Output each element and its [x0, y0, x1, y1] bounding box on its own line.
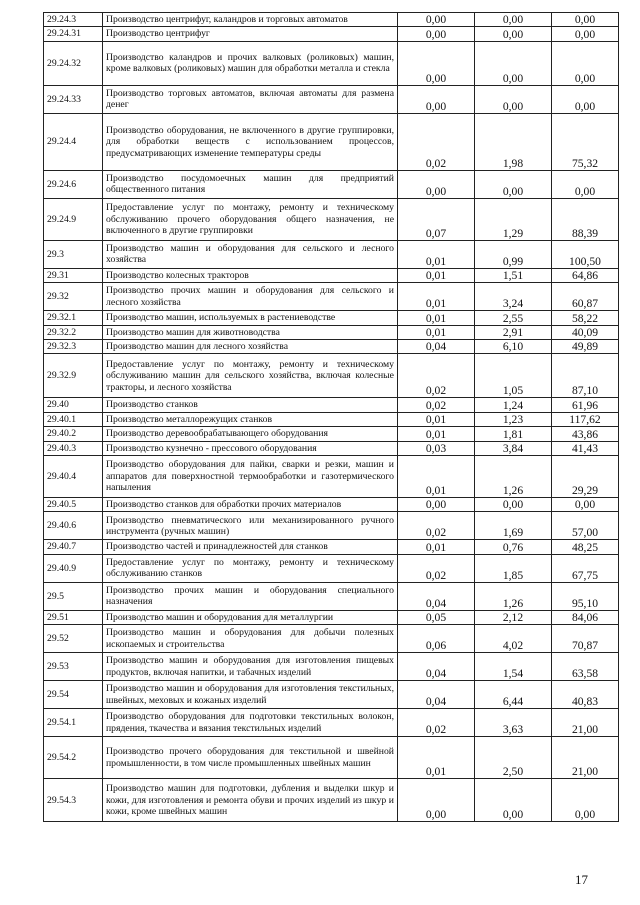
code-cell: 29.3	[44, 240, 103, 268]
code-cell: 29.24.32	[44, 41, 103, 85]
activity-name-cell: Производство машин и оборудования для металлургии	[103, 610, 398, 624]
code-cell: 29.40.6	[44, 512, 103, 540]
value-2-cell: 3,24	[475, 283, 552, 311]
value-3-cell: 61,96	[552, 398, 619, 412]
value-1-cell: 0,01	[398, 540, 475, 554]
value-2-cell: 1,85	[475, 554, 552, 582]
activity-name-cell: Производство прочих машин и оборудования специального назначения	[103, 582, 398, 610]
activity-name-cell: Производство прочих машин и оборудования для сельского и лесного хозяйства	[103, 283, 398, 311]
activity-name-cell: Производство торговых автоматов, включая автоматы для размена денег	[103, 85, 398, 113]
activity-name-cell: Производство кузнечно - прессового оборудования	[103, 441, 398, 455]
activity-name-cell: Производство колесных тракторов	[103, 268, 398, 282]
value-3-cell: 40,09	[552, 325, 619, 339]
value-3-cell: 64,86	[552, 268, 619, 282]
activity-name-cell: Производство металлорежущих станков	[103, 412, 398, 426]
value-3-cell: 0,00	[552, 498, 619, 512]
table-row	[44, 325, 619, 339]
value-2-cell: 1,29	[475, 198, 552, 240]
value-2-cell: 1,26	[475, 456, 552, 498]
activity-name-cell: Производство станков для обработки прочих материалов	[103, 498, 398, 512]
value-1-cell: 0,04	[398, 681, 475, 709]
code-cell: 29.54	[44, 681, 103, 709]
activity-name-cell: Производство каландров и прочих валковых (роликовых) машин, кроме валковых (роликовых) машин для обработки металла и стекла	[103, 41, 398, 85]
code-cell: 29.53	[44, 653, 103, 681]
value-3-cell: 88,39	[552, 198, 619, 240]
table-row	[44, 398, 619, 412]
value-2-cell: 0,00	[475, 170, 552, 198]
value-2-cell: 1,81	[475, 427, 552, 441]
value-1-cell: 0,07	[398, 198, 475, 240]
value-2-cell: 3,84	[475, 441, 552, 455]
code-cell: 29.32.9	[44, 354, 103, 398]
value-1-cell: 0,01	[398, 325, 475, 339]
value-2-cell: 0,00	[475, 41, 552, 85]
activity-name-cell: Производство центрифуг, каландров и торговых автоматов	[103, 13, 398, 27]
value-3-cell: 48,25	[552, 540, 619, 554]
activity-name-cell: Производство машин, используемых в растениеводстве	[103, 311, 398, 325]
activity-name-cell: Производство станков	[103, 398, 398, 412]
table-row	[44, 354, 619, 398]
table-row	[44, 498, 619, 512]
code-cell: 29.24.3	[44, 13, 103, 27]
value-2-cell: 0,00	[475, 85, 552, 113]
value-1-cell: 0,01	[398, 427, 475, 441]
table-body	[44, 13, 619, 822]
code-cell: 29.54.2	[44, 737, 103, 779]
value-1-cell: 0,00	[398, 13, 475, 27]
value-2-cell: 0,00	[475, 27, 552, 41]
table-row	[44, 113, 619, 170]
code-cell: 29.24.4	[44, 113, 103, 170]
value-3-cell: 49,89	[552, 340, 619, 354]
activity-name-cell: Производство посудомоечных машин для предприятий общественного питания	[103, 170, 398, 198]
activity-name-cell: Производство центрифуг	[103, 27, 398, 41]
value-3-cell: 67,75	[552, 554, 619, 582]
value-3-cell: 40,83	[552, 681, 619, 709]
activity-name-cell: Производство деревообрабатывающего оборудования	[103, 427, 398, 441]
table-row	[44, 311, 619, 325]
table-row	[44, 441, 619, 455]
value-1-cell: 0,02	[398, 113, 475, 170]
value-3-cell: 95,10	[552, 582, 619, 610]
value-3-cell: 29,29	[552, 456, 619, 498]
value-2-cell: 0,76	[475, 540, 552, 554]
value-1-cell: 0,01	[398, 456, 475, 498]
code-cell: 29.24.9	[44, 198, 103, 240]
value-3-cell: 0,00	[552, 85, 619, 113]
activity-name-cell: Производство оборудования, не включенного в другие группировки, для обработки веществ с использованием процессов, предусматривающих изменение температуры среды	[103, 113, 398, 170]
value-1-cell: 0,00	[398, 498, 475, 512]
table-row	[44, 412, 619, 426]
activity-name-cell: Производство частей и принадлежностей для станков	[103, 540, 398, 554]
value-1-cell: 0,03	[398, 441, 475, 455]
code-cell: 29.24.6	[44, 170, 103, 198]
value-3-cell: 87,10	[552, 354, 619, 398]
code-cell: 29.40	[44, 398, 103, 412]
value-3-cell: 70,87	[552, 625, 619, 653]
code-cell: 29.40.9	[44, 554, 103, 582]
value-1-cell: 0,04	[398, 340, 475, 354]
value-2-cell: 0,00	[475, 13, 552, 27]
value-3-cell: 57,00	[552, 512, 619, 540]
value-1-cell: 0,02	[398, 554, 475, 582]
activity-name-cell: Производство машин и оборудования для сельского и лесного хозяйства	[103, 240, 398, 268]
value-1-cell: 0,05	[398, 610, 475, 624]
value-3-cell: 21,00	[552, 709, 619, 737]
table-row	[44, 610, 619, 624]
value-1-cell: 0,00	[398, 27, 475, 41]
value-2-cell: 1,23	[475, 412, 552, 426]
activity-name-cell: Предоставление услуг по монтажу, ремонту и техническому обслуживанию прочего оборудования общего назначения, не включенного в другие группировки	[103, 198, 398, 240]
table-row	[44, 554, 619, 582]
activity-name-cell: Предоставление услуг по монтажу, ремонту и техническому обслуживанию машин для сельского хозяйства, включая колесные тракторы, и лесного хозяйства	[103, 354, 398, 398]
value-1-cell: 0,00	[398, 170, 475, 198]
value-3-cell: 0,00	[552, 41, 619, 85]
value-2-cell: 1,69	[475, 512, 552, 540]
value-3-cell: 41,43	[552, 441, 619, 455]
table-row	[44, 27, 619, 41]
value-3-cell: 43,86	[552, 427, 619, 441]
value-1-cell: 0,01	[398, 268, 475, 282]
table-row	[44, 737, 619, 779]
code-cell: 29.40.1	[44, 412, 103, 426]
value-1-cell: 0,04	[398, 653, 475, 681]
value-3-cell: 60,87	[552, 283, 619, 311]
value-2-cell: 1,26	[475, 582, 552, 610]
table-row	[44, 625, 619, 653]
value-1-cell: 0,01	[398, 240, 475, 268]
code-cell: 29.40.2	[44, 427, 103, 441]
code-cell: 29.40.7	[44, 540, 103, 554]
table-row	[44, 240, 619, 268]
activity-name-cell: Производство прочего оборудования для текстильной и швейной промышленности, в том числе промышленных швейных машин	[103, 737, 398, 779]
value-1-cell: 0,01	[398, 737, 475, 779]
value-3-cell: 117,62	[552, 412, 619, 426]
activity-name-cell: Производство машин для животноводства	[103, 325, 398, 339]
value-3-cell: 100,50	[552, 240, 619, 268]
value-3-cell: 0,00	[552, 170, 619, 198]
value-2-cell: 1,05	[475, 354, 552, 398]
value-2-cell: 2,55	[475, 311, 552, 325]
value-1-cell: 0,01	[398, 412, 475, 426]
activity-name-cell: Производство оборудования для пайки, сварки и резки, машин и аппаратов для поверхностной термообработки и газотермического напыления	[103, 456, 398, 498]
table-row	[44, 268, 619, 282]
code-cell: 29.52	[44, 625, 103, 653]
value-1-cell: 0,00	[398, 41, 475, 85]
value-2-cell: 0,99	[475, 240, 552, 268]
code-cell: 29.40.5	[44, 498, 103, 512]
table-row	[44, 283, 619, 311]
code-cell: 29.32.3	[44, 340, 103, 354]
value-3-cell: 84,06	[552, 610, 619, 624]
table-row	[44, 456, 619, 498]
code-cell: 29.40.4	[44, 456, 103, 498]
table-row	[44, 653, 619, 681]
value-3-cell: 75,32	[552, 113, 619, 170]
code-cell: 29.5	[44, 582, 103, 610]
table-row	[44, 512, 619, 540]
code-cell: 29.54.1	[44, 709, 103, 737]
value-2-cell: 6,10	[475, 340, 552, 354]
value-2-cell: 2,50	[475, 737, 552, 779]
table-row	[44, 340, 619, 354]
value-1-cell: 0,04	[398, 582, 475, 610]
activity-name-cell: Производство машин и оборудования для изготовления пищевых продуктов, включая напитки, и табачных изделий	[103, 653, 398, 681]
code-cell: 29.32	[44, 283, 103, 311]
value-3-cell: 63,58	[552, 653, 619, 681]
table-row	[44, 13, 619, 27]
value-2-cell: 2,91	[475, 325, 552, 339]
value-1-cell: 0,02	[398, 354, 475, 398]
table-row	[44, 779, 619, 822]
code-cell: 29.24.31	[44, 27, 103, 41]
value-2-cell: 1,98	[475, 113, 552, 170]
value-3-cell: 58,22	[552, 311, 619, 325]
table-row	[44, 198, 619, 240]
page-number: 17	[575, 872, 588, 887]
code-cell: 29.32.1	[44, 311, 103, 325]
value-1-cell: 0,02	[398, 398, 475, 412]
table-row	[44, 41, 619, 85]
code-cell: 29.40.3	[44, 441, 103, 455]
table-row	[44, 427, 619, 441]
value-2-cell: 2,12	[475, 610, 552, 624]
value-2-cell: 3,63	[475, 709, 552, 737]
table-row	[44, 582, 619, 610]
activity-name-cell: Производство машин для подготовки, дубления и выделки шкур и кожи, для изготовления и ремонта обуви и прочих изделий из шкур и кожи, кроме швейных машин	[103, 779, 398, 822]
value-1-cell: 0,00	[398, 85, 475, 113]
value-1-cell: 0,01	[398, 283, 475, 311]
table-row	[44, 709, 619, 737]
table-row	[44, 170, 619, 198]
code-cell: 29.31	[44, 268, 103, 282]
value-1-cell: 0,06	[398, 625, 475, 653]
table-row	[44, 681, 619, 709]
value-1-cell: 0,01	[398, 311, 475, 325]
value-2-cell: 0,00	[475, 498, 552, 512]
activity-name-cell: Предоставление услуг по монтажу, ремонту и техническому обслуживанию станков	[103, 554, 398, 582]
table-row	[44, 85, 619, 113]
activity-name-cell: Производство машин для лесного хозяйства	[103, 340, 398, 354]
activity-name-cell: Производство оборудования для подготовки текстильных волокон, прядения, ткачества и вязания текстильных изделий	[103, 709, 398, 737]
value-2-cell: 0,00	[475, 779, 552, 822]
value-2-cell: 1,51	[475, 268, 552, 282]
value-3-cell: 0,00	[552, 27, 619, 41]
value-3-cell: 0,00	[552, 779, 619, 822]
table-row	[44, 540, 619, 554]
activity-name-cell: Производство пневматического или механизированного ручного инструмента (ручных машин)	[103, 512, 398, 540]
value-2-cell: 1,24	[475, 398, 552, 412]
value-2-cell: 4,02	[475, 625, 552, 653]
code-cell: 29.24.33	[44, 85, 103, 113]
value-1-cell: 0,00	[398, 779, 475, 822]
value-1-cell: 0,02	[398, 709, 475, 737]
activity-name-cell: Производство машин и оборудования для изготовления текстильных, швейных, меховых и кожаных изделий	[103, 681, 398, 709]
activity-name-cell: Производство машин и оборудования для добычи полезных ископаемых и строительства	[103, 625, 398, 653]
code-cell: 29.54.3	[44, 779, 103, 822]
data-table	[43, 12, 619, 822]
value-3-cell: 0,00	[552, 13, 619, 27]
code-cell: 29.32.2	[44, 325, 103, 339]
value-2-cell: 1,54	[475, 653, 552, 681]
code-cell: 29.51	[44, 610, 103, 624]
value-1-cell: 0,02	[398, 512, 475, 540]
value-3-cell: 21,00	[552, 737, 619, 779]
value-2-cell: 6,44	[475, 681, 552, 709]
